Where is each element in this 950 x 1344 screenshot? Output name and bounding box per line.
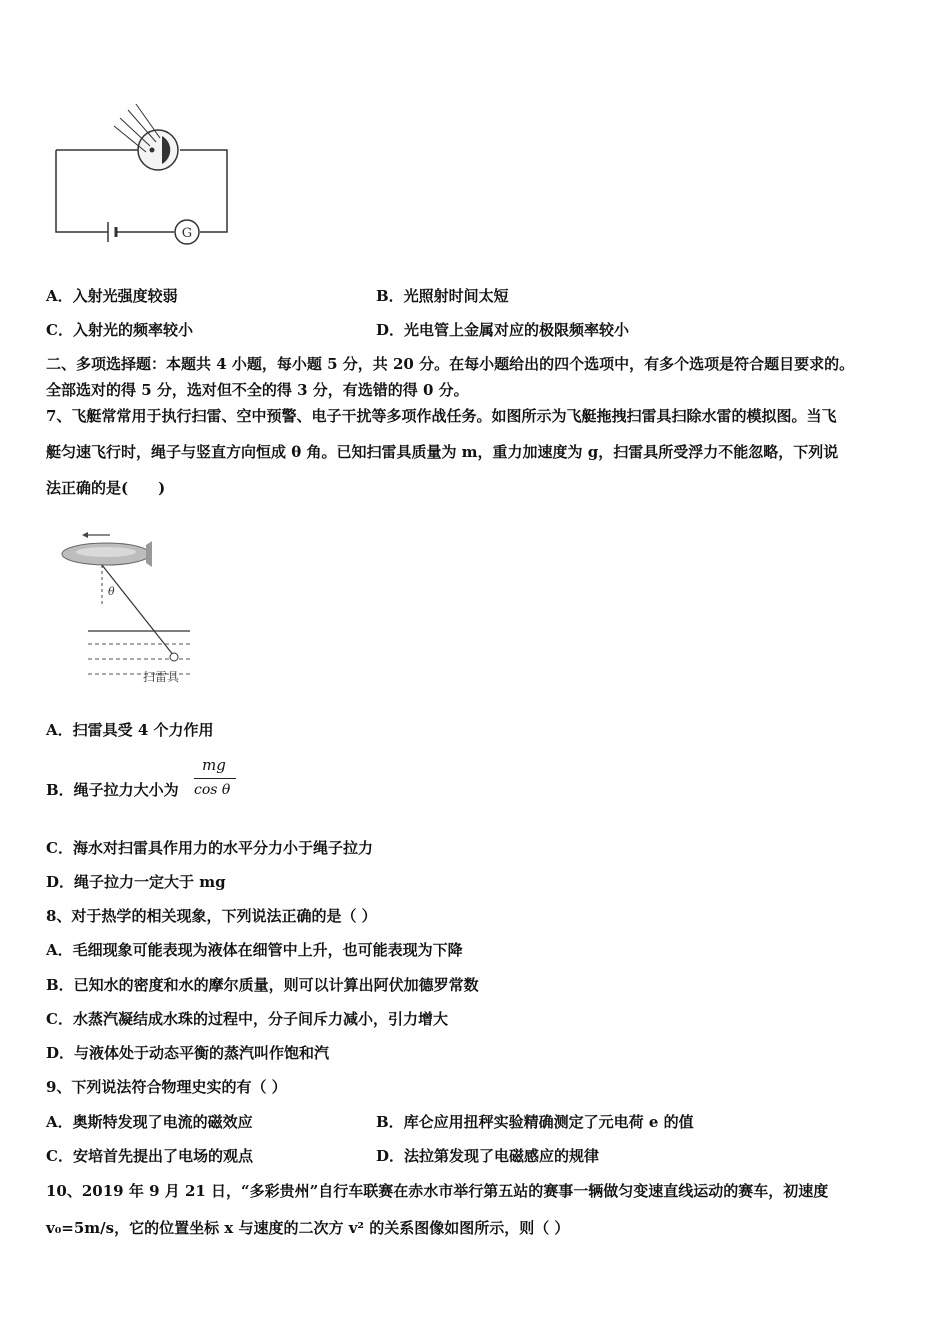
q8-stem: 8、对于热学的相关现象，下列说法正确的是（ ） bbox=[46, 907, 377, 925]
q8-option-d: D．与液体处于动态平衡的蒸汽叫作饱和汽 bbox=[46, 1044, 330, 1062]
q9-stem: 9、下列说法符合物理史实的有（ ） bbox=[46, 1078, 287, 1096]
q6-option-b: B．光照射时间太短 bbox=[376, 287, 509, 305]
q6-option-a: A．入射光强度较弱 bbox=[46, 287, 178, 305]
q7-stem-line1: 7、飞艇常常用于执行扫雷、空中预警、电子干扰等多项作战任务。如图所示为飞艇拖拽扫雷具扫除水雷的模拟图。当飞 bbox=[46, 407, 837, 425]
q7-option-c: C．海水对扫雷具作用力的水平分力小于绳子拉力 bbox=[46, 839, 373, 857]
galvanometer-label: G bbox=[181, 226, 193, 241]
q6-option-c: C．入射光的频率较小 bbox=[46, 321, 193, 339]
section2-line2: 全部选对的得 5 分，选对但不全的得 3 分，有选错的得 0 分。 bbox=[46, 381, 469, 399]
fraction-bar bbox=[194, 778, 236, 779]
q9-option-c: C．安培首先提出了电场的观点 bbox=[46, 1147, 253, 1165]
fraction-denominator: cos θ bbox=[194, 782, 231, 798]
q6-option-d: D．光电管上金属对应的极限频率较小 bbox=[376, 321, 630, 339]
q9-option-d: D．法拉第发现了电磁感应的规律 bbox=[376, 1147, 600, 1165]
q8-option-c: C．水蒸汽凝结成水珠的过程中，分子间斥力减小，引力增大 bbox=[46, 1010, 448, 1028]
q8-option-a: A．毛细现象可能表现为液体在细管中上升，也可能表现为下降 bbox=[46, 941, 463, 959]
q9-option-b: B．库仑应用扭秤实验精确测定了元电荷 e 的值 bbox=[376, 1113, 694, 1131]
q10-stem-line1: 10、2019 年 9 月 21 日，“多彩贵州”自行车联赛在赤水市举行第五站的赛事一辆做匀变速直线运动的赛车，初速度 bbox=[46, 1182, 829, 1200]
photoelectric-circuit-figure bbox=[50, 100, 240, 250]
q7-option-b: B．绳子拉力大小为 bbox=[46, 781, 179, 799]
minesweeper-label: 扫雷具 bbox=[143, 670, 180, 684]
q9-option-a: A．奥斯特发现了电流的磁效应 bbox=[46, 1113, 253, 1131]
q7-option-d: D．绳子拉力一定大于 mg bbox=[46, 873, 226, 891]
theta-label: θ bbox=[108, 585, 115, 598]
airship-minesweeper-figure bbox=[58, 525, 208, 695]
q10-stem-line2: v₀=5m/s，它的位置坐标 x 与速度的二次方 v² 的关系图像如图所示，则（ ） bbox=[46, 1219, 570, 1237]
q7-stem-line2: 艇匀速飞行时，绳子与竖直方向恒成 θ 角。已知扫雷具质量为 m，重力加速度为 g，扫雷具所受浮力不能忽略，下列说 bbox=[46, 443, 839, 461]
q7-option-a: A．扫雷具受 4 个力作用 bbox=[46, 721, 214, 739]
q8-option-b: B．已知水的密度和水的摩尔质量，则可以计算出阿伏加德罗常数 bbox=[46, 976, 479, 994]
q7-stem-line3: 法正确的是( ) bbox=[46, 479, 166, 497]
section2-line1: 二、多项选择题：本题共 4 小题，每小题 5 分，共 20 分。在每小题给出的四个选项中，有多个选项是符合题目要求的。 bbox=[46, 355, 855, 373]
fraction-numerator: mg bbox=[202, 756, 226, 774]
